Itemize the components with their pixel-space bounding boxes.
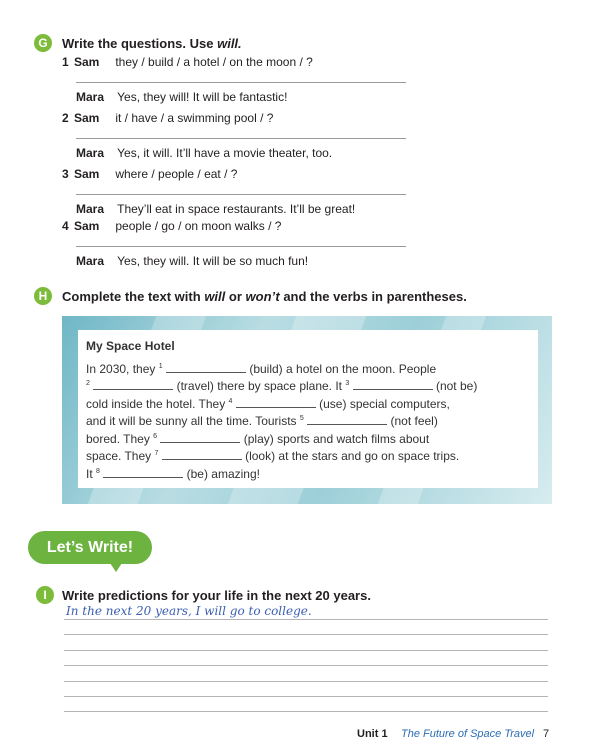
reply-1: Mara Yes, they will! It will be fantastic! bbox=[76, 90, 288, 104]
page-number: 7 bbox=[543, 728, 550, 740]
footer-unit: Unit 1 bbox=[357, 728, 388, 740]
blank-6[interactable] bbox=[160, 431, 240, 443]
question-1: 1 Sam they / build / a hotel / on the moon / ? bbox=[62, 55, 313, 69]
question-4: 4 Sam people / go / on moon walks / ? bbox=[62, 219, 282, 233]
answer-line-3[interactable] bbox=[76, 194, 406, 195]
write-line[interactable] bbox=[64, 696, 548, 697]
blank-1[interactable] bbox=[166, 361, 246, 373]
section-h-badge: H bbox=[34, 287, 52, 305]
blank-5[interactable] bbox=[307, 413, 387, 425]
text-line-1: In 2030, they $^1$ (build) a hotel on the moon. People bbox=[86, 362, 437, 376]
text-line-2: $^2$ (travel) there by space plane. It $^3$ (not be) bbox=[86, 379, 478, 393]
footer-title: The Future of Space Travel bbox=[401, 728, 535, 740]
example-answer: In the next 20 years, I will go to college. bbox=[66, 604, 312, 618]
blank-8[interactable] bbox=[103, 466, 183, 478]
text-line-7: It $^8$ (be) amazing! bbox=[86, 467, 260, 481]
section-h-instruction: Complete the text with will or won’t and the verbs in parentheses. bbox=[62, 289, 467, 304]
banner-tail bbox=[108, 560, 124, 572]
text-line-4: and it will be sunny all the time. Tourists $^5$ (not feel) bbox=[86, 414, 438, 428]
text-line-5: bored. They $^6$ (play) sports and watch films about bbox=[86, 432, 430, 446]
text-line-3: cold inside the hotel. They $^4$ (use) special computers, bbox=[86, 397, 450, 411]
section-i-instruction: Write predictions for your life in the next 20 years. bbox=[62, 588, 371, 603]
section-i-badge: I bbox=[36, 586, 54, 604]
write-line[interactable] bbox=[64, 681, 548, 682]
text-line-6: space. They $^7$ (look) at the stars and go on space trips. bbox=[86, 449, 460, 463]
write-line[interactable] bbox=[64, 650, 548, 651]
section-g-instruction: Write the questions. Use will. bbox=[62, 36, 242, 51]
blank-7[interactable] bbox=[162, 448, 242, 460]
answer-line-4[interactable] bbox=[76, 246, 406, 247]
blank-4[interactable] bbox=[236, 396, 316, 408]
reply-4: Mara Yes, they will. It will be so much fun! bbox=[76, 254, 309, 268]
write-line[interactable] bbox=[64, 634, 548, 635]
section-g-badge: G bbox=[34, 34, 52, 52]
write-line[interactable] bbox=[64, 619, 548, 620]
lets-write-banner: Let’s Write! bbox=[28, 531, 152, 564]
question-2: 2 Sam it / have / a swimming pool / ? bbox=[62, 111, 274, 125]
reply-2: Mara Yes, it will. It’ll have a movie theater, too. bbox=[76, 146, 333, 160]
blank-3[interactable] bbox=[353, 378, 433, 390]
reply-3: Mara They’ll eat in space restaurants. It’ll be great! bbox=[76, 202, 356, 216]
text-title: My Space Hotel bbox=[86, 339, 175, 353]
write-line[interactable] bbox=[64, 711, 548, 712]
answer-line-1[interactable] bbox=[76, 82, 406, 83]
question-3: 3 Sam where / people / eat / ? bbox=[62, 167, 238, 181]
answer-line-2[interactable] bbox=[76, 138, 406, 139]
write-line[interactable] bbox=[64, 665, 548, 666]
blank-2[interactable] bbox=[93, 378, 173, 390]
